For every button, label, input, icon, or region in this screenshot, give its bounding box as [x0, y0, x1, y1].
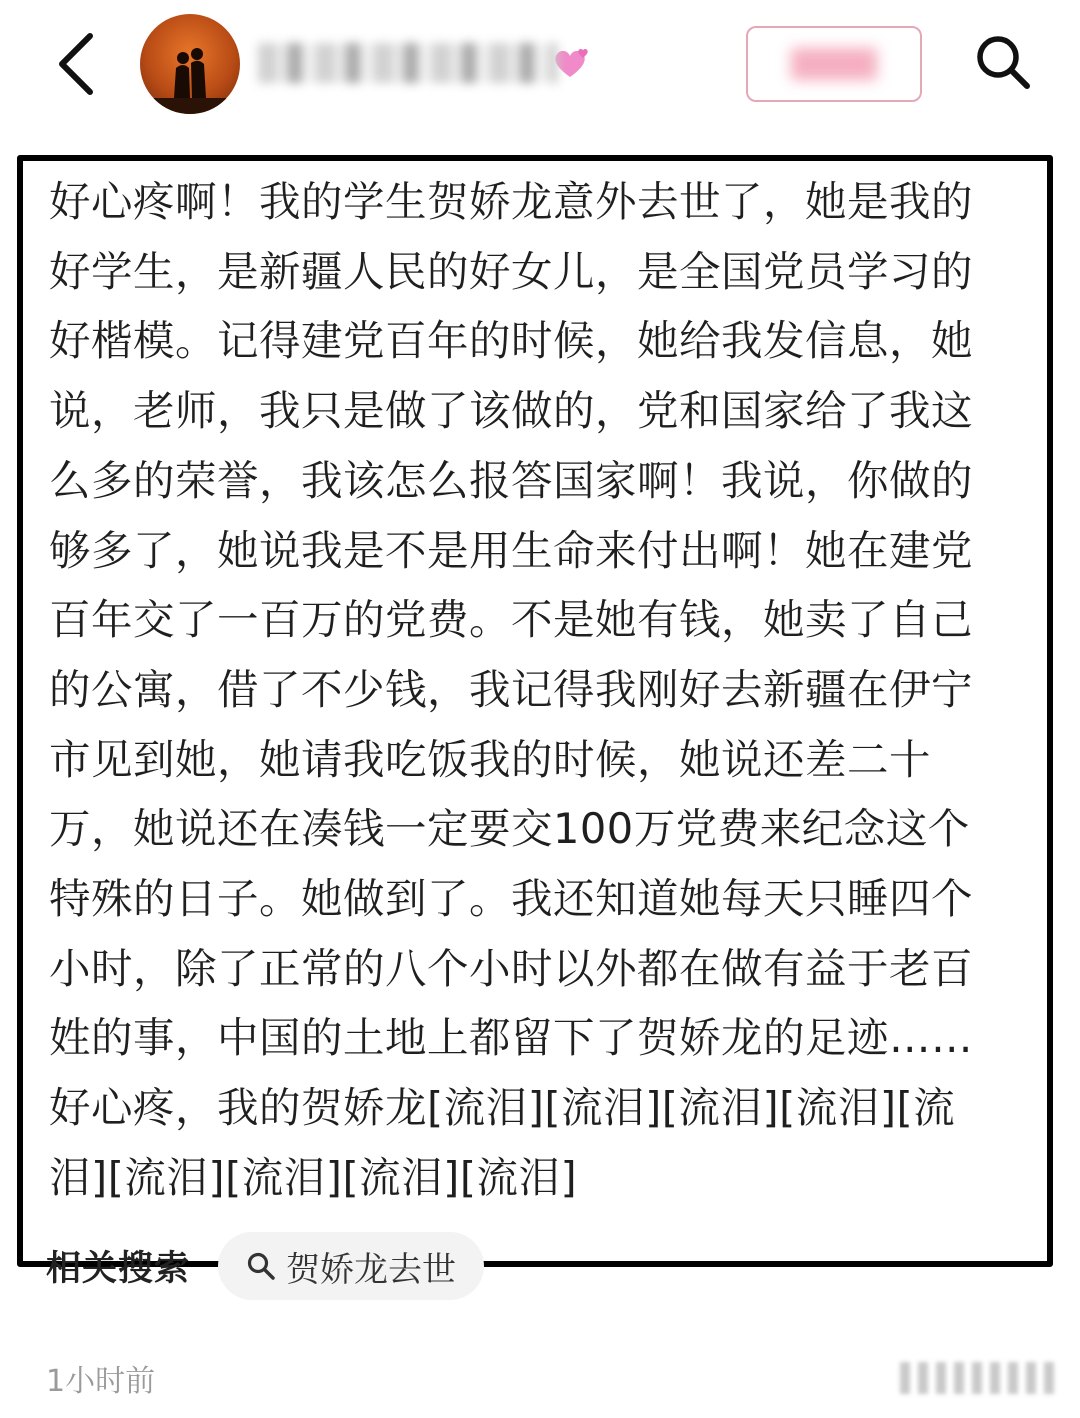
post-body	[49, 167, 1033, 1213]
post-line: 百年交了一百万的党费。不是她有钱，她卖了自己	[49, 595, 974, 645]
couple-silhouette-icon	[140, 14, 240, 114]
post-line: 市见到她，她请我吃饭我的时候，她说还差二十	[49, 734, 932, 784]
post-line: 小时，除了正常的八个小时以外都在做有益于老百	[49, 943, 974, 993]
post-line: 姓的事，中国的土地上都留下了贺娇龙的足迹……	[49, 1013, 974, 1063]
avatar[interactable]	[140, 14, 240, 114]
top-bar	[0, 0, 1080, 128]
post-line: 万，她说还在凑钱一定要交100万党费来纪念这个	[49, 804, 970, 854]
post-timestamp: 1小时前	[46, 1364, 156, 1399]
search-button[interactable]	[968, 24, 1038, 100]
post-line: 好楷模。记得建党百年的时候，她给我发信息，她	[49, 316, 974, 366]
related-search-label: 相关搜索	[46, 1249, 191, 1289]
related-search-chip[interactable]	[218, 1232, 484, 1300]
post-line: 好心疼啊！我的学生贺娇龙意外去世了，她是我的	[49, 177, 974, 226]
back-button[interactable]	[48, 28, 104, 100]
post-content-frame	[17, 155, 1053, 1267]
follow-button[interactable]	[746, 26, 922, 102]
search-icon	[246, 1251, 276, 1281]
post-line: 好心疼，我的贺娇龙[流泪][流泪][流泪][流泪][流	[49, 1083, 956, 1133]
search-icon	[973, 32, 1033, 92]
post-line: 么多的荣誉，我该怎么报答国家啊！我说，你做的	[49, 455, 974, 505]
related-search-chip-text: 贺娇龙去世	[286, 1249, 457, 1290]
post-line: 特殊的日子。她做到了。我还知道她每天只睡四个	[49, 874, 974, 924]
post-line: 的公寓，借了不少钱，我记得我刚好去新疆在伊宁	[49, 664, 974, 714]
related-search	[46, 1232, 484, 1300]
post-line: 好学生，是新疆人民的好女儿，是全国党员学习的	[49, 246, 974, 296]
post-line: 泪][流泪][流泪][流泪][流泪]	[49, 1152, 578, 1202]
chevron-left-icon	[56, 32, 96, 96]
blurred-footer-actions	[900, 1362, 1060, 1394]
username-blurred[interactable]	[258, 38, 598, 88]
blurred-name-text	[258, 43, 558, 83]
follow-button-blurred-label	[791, 48, 877, 80]
post-line: 说，老师，我只是做了该做的，党和国家给了我这	[49, 386, 974, 436]
post-line: 够多了，她说我是不是用生命来付出啊！她在建党	[49, 525, 974, 575]
